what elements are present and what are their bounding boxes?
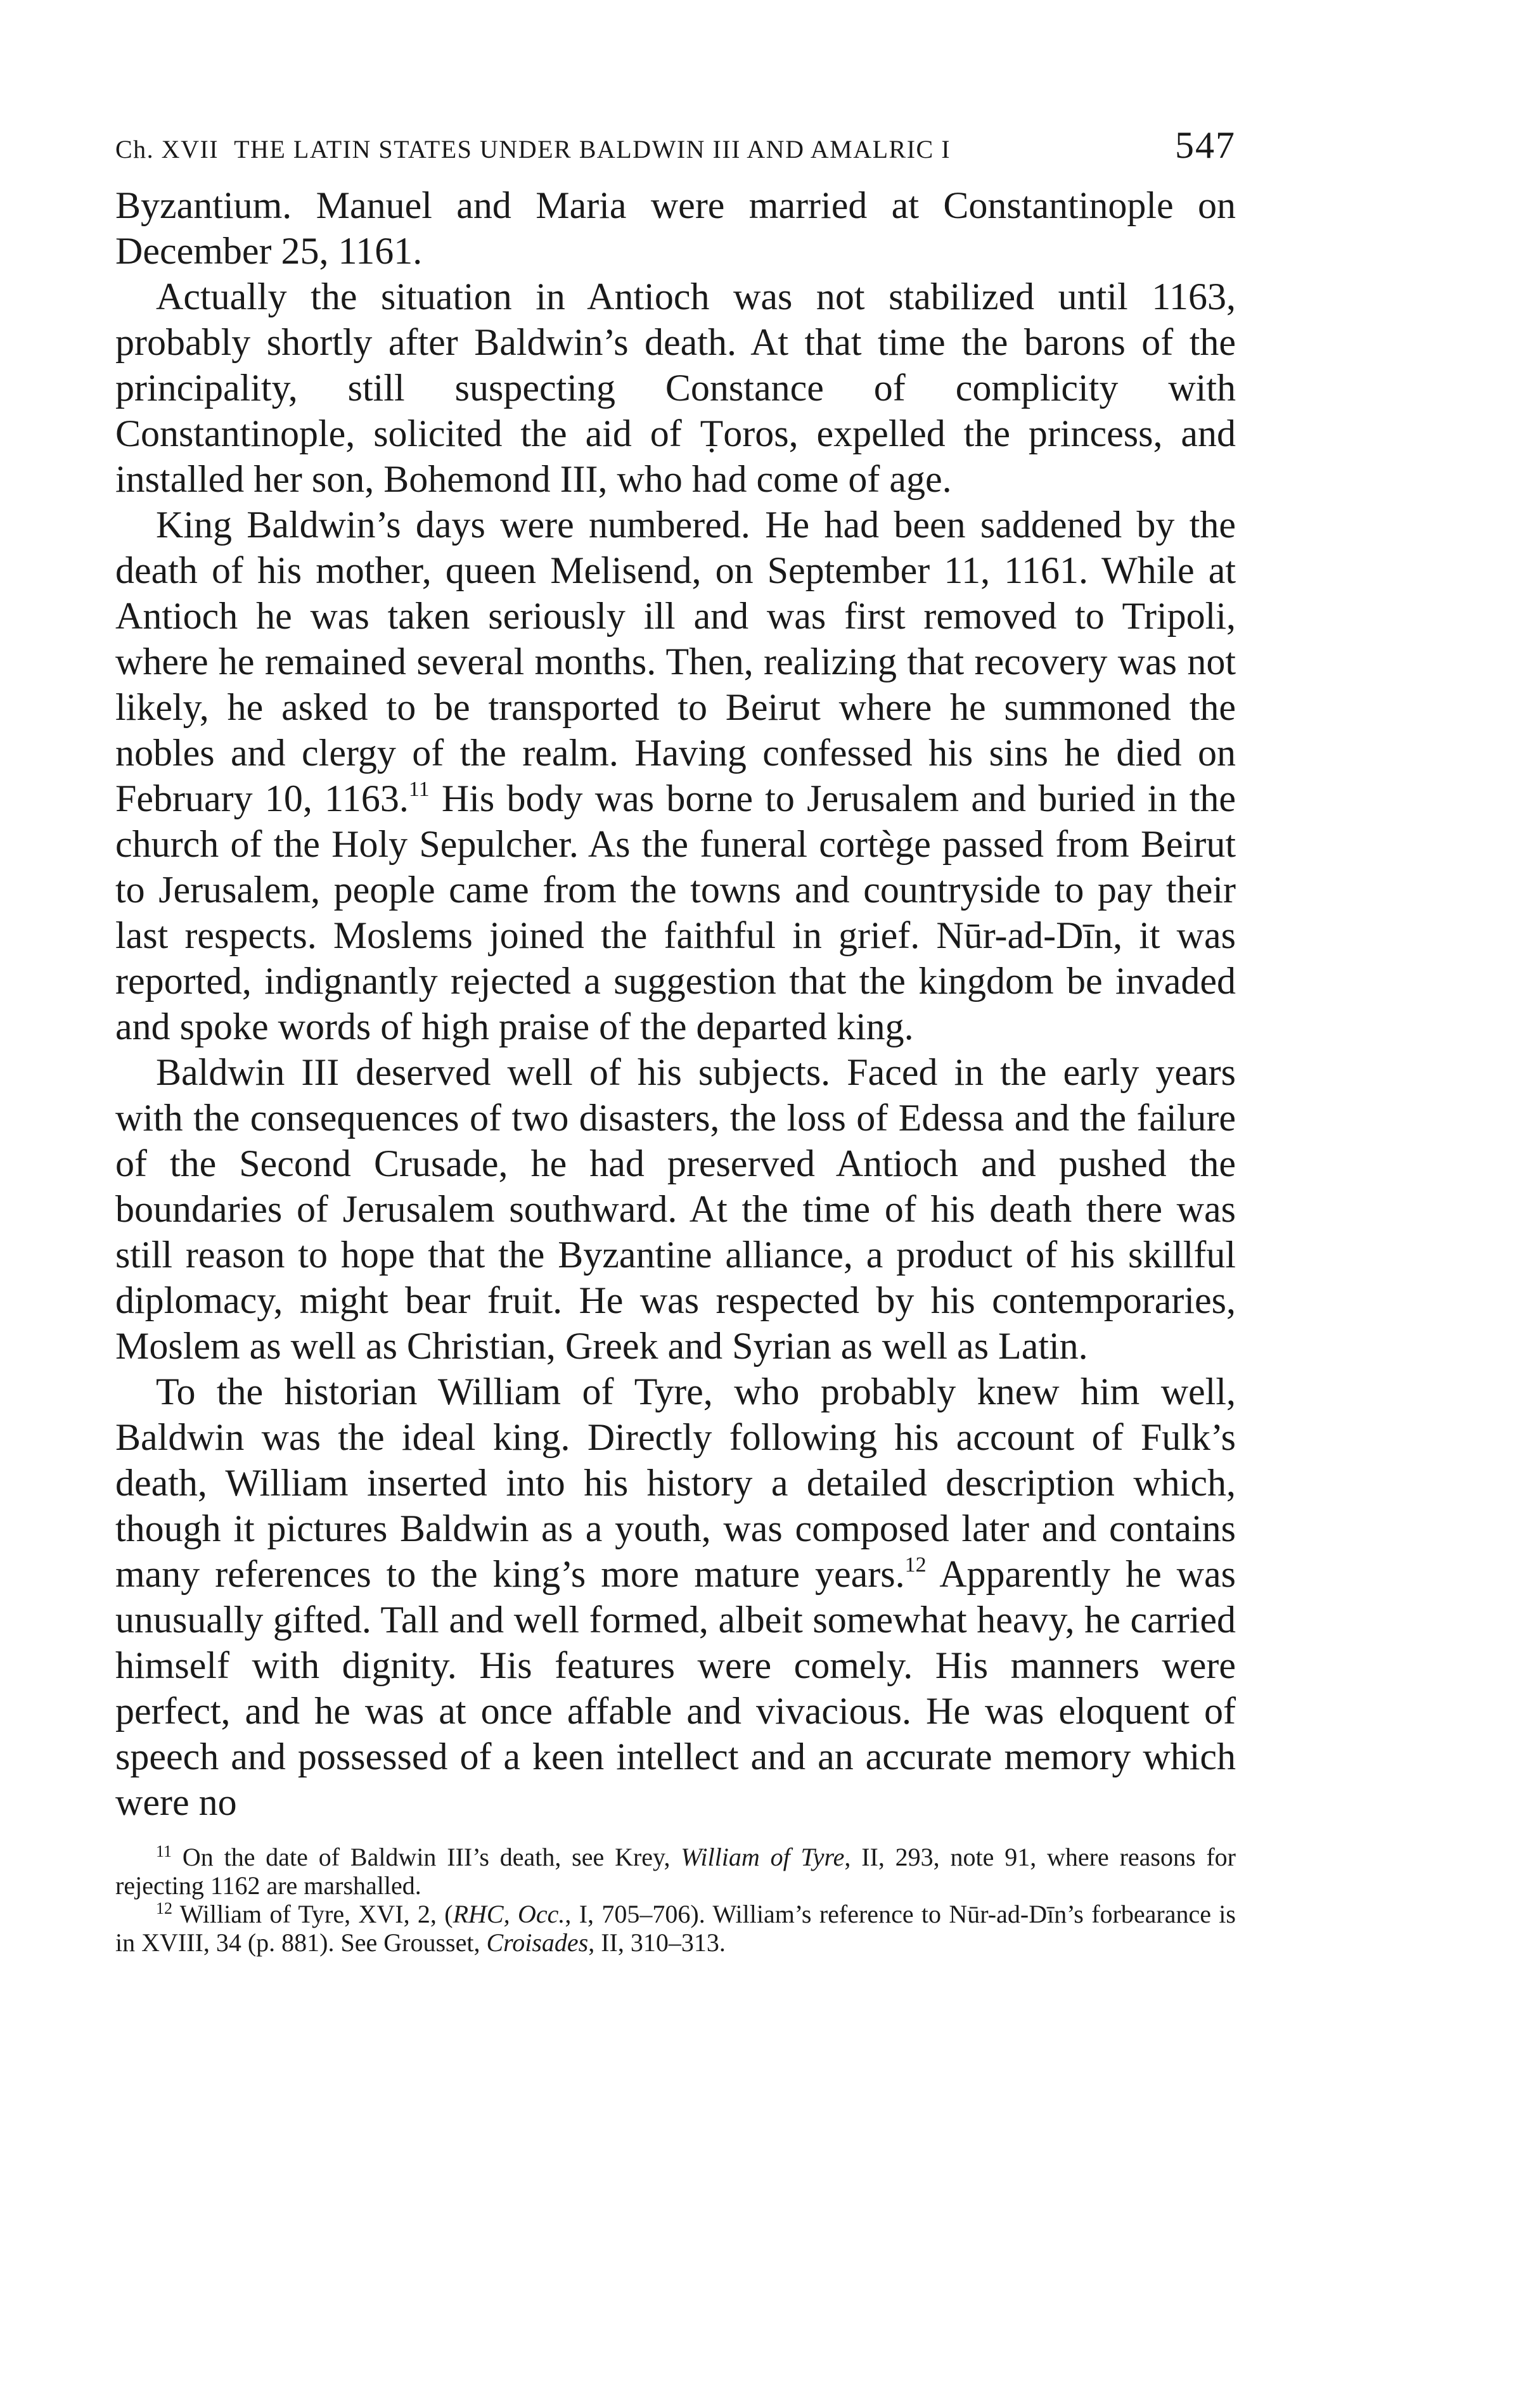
footnote-11-text-b: , II, 293, note 91, where reasons for rejecting 1162 are marshalled. <box>115 1843 1236 1900</box>
running-head-title-line <box>115 120 951 164</box>
footnote-12-work-title: Croisades <box>486 1928 589 1957</box>
footnotes <box>115 1843 1236 1957</box>
footnote-12 <box>115 1900 1236 1957</box>
footnote-12-text-b: , I, 705–706). William’s reference to Nūr-ad-Dīn’s forbearance is in XVIII, 34 (p. 881). See Grousset, <box>115 1900 1236 1957</box>
paragraph-5 <box>115 1369 1236 1825</box>
footnote-11-work-title: William of Tyre <box>681 1843 845 1871</box>
paragraph-5-text-a: To the historian William of Tyre, who probably knew him well, Baldwin was the ideal king. Directly following his account of Fulk’s death, William inserted into his history a detailed description which, though it pictures Baldwin as a youth, was composed later and contains many references to the king’s more mature years. <box>115 1371 1236 1595</box>
paragraph-3-text-b: His body was borne to Jerusalem and buried in the church of the Holy Sepulcher. As the funeral cortège passed from Beirut to Jerusalem, people came from the towns and countryside to pay their last respects. Moslems joined the faithful in grief. Nūr-ad-Dīn, it was reported, indignantly rejected a suggestion that the kingdom be invaded and spoke words of high praise of the departed king. <box>115 778 1236 1047</box>
book-page <box>115 120 1236 1957</box>
chapter-title: THE LATIN STATES UNDER BALDWIN III AND AMALRIC I <box>234 135 951 163</box>
footnote-ref-12[interactable]: 12 <box>904 1553 927 1577</box>
footnote-11-text-a: On the date of Baldwin III’s death, see Krey, <box>172 1843 681 1871</box>
paragraph-3 <box>115 502 1236 1049</box>
footnote-12-text-c: , II, 310–313. <box>588 1928 726 1957</box>
paragraph-1: Byzantium. Manuel and Maria were married at Constantinople on December 25, 1161. <box>115 184 1236 272</box>
page-number: 547 <box>1175 124 1236 166</box>
footnote-12-rhc: RHC, Occ. <box>452 1900 565 1928</box>
footnote-11 <box>115 1843 1236 1900</box>
footnote-mark-11: 11 <box>156 1842 172 1860</box>
paragraph-4: Baldwin III deserved well of his subjects. Faced in the early years with the consequences of two disasters, the loss of Edessa and the failure of the Second Crusade, he had preserved Antioch and pushed the boundaries of Jerusalem southward. At the time of his death there was still reason to hope that the Byzantine alliance, a product of his skillful diplomacy, might bear fruit. He was respected by his contemporaries, Moslem as well as Christian, Greek and Syrian as well as Latin. <box>115 1051 1236 1367</box>
paragraph-5-text-b: Apparently he was unusually gifted. Tall and well formed, albeit somewhat heavy, he carried himself with dignity. His features were comely. His manners were perfect, and he was at once affable and vivacious. He was eloquent of speech and possessed of a keen intellect and an accurate memory which were no <box>115 1553 1236 1823</box>
running-head <box>115 120 1236 171</box>
paragraph-2: Actually the situation in Antioch was not stabilized until 1163, probably shortly after Baldwin’s death. At that time the barons of the principality, still suspecting Constance of complicity with Constantinople, solicited the aid of Ṭoros, expelled the princess, and installed her son, Bohemond III, who had come of age. <box>115 276 1236 500</box>
chapter-label: Ch. XVII <box>115 135 219 163</box>
footnote-mark-12: 12 <box>156 1899 172 1918</box>
paragraph-3-text-a: King Baldwin’s days were numbered. He had been saddened by the death of his mother, queen Melisend, on September 11, 1161. While at Antioch he was taken seriously ill and was first removed to Tripoli, where he remained several months. Then, realizing that recovery was not likely, he asked to be transported to Beirut where he summoned the nobles and clergy of the realm. Having confessed his sins he died on February 10, 1163. <box>115 504 1236 819</box>
body-text <box>115 183 1236 1825</box>
footnote-12-text-a: William of Tyre, XVI, 2, ( <box>172 1900 453 1928</box>
footnote-ref-11[interactable]: 11 <box>408 778 430 801</box>
